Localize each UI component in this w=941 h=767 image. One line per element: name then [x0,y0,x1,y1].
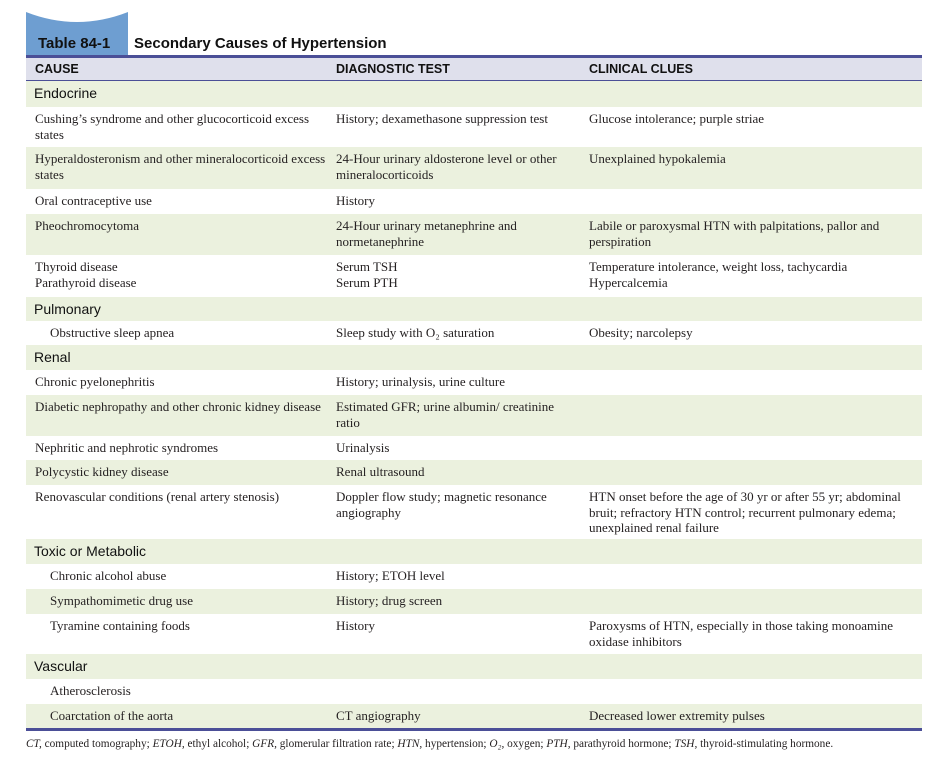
clinical-clues-cell [589,618,919,649]
diagnostic-test-cell [336,399,576,430]
cause-cell-text: Sympathomimetic drug use [50,593,193,608]
section-label: Endocrine [34,85,98,101]
footnote-definition: glomerular filtration rate; [276,738,398,750]
diagnostic-test-cell [336,259,576,290]
bottom-rule [26,728,922,731]
cause-cell-text: Cushing’s syndrome and other glucocorticoid excess states [35,111,310,142]
diagnostic-test-cell-text: 24-Hour urinary metanephrine and normetanephrine [336,218,517,249]
diagnostic-test-cell [336,151,576,182]
section-label: Pulmonary [34,301,101,317]
clinical-clues-cell-text: Obesity; narcolepsy [589,325,693,340]
table-row [26,214,922,255]
diagnostic-test-cell-text: History; dexamethasone suppression test [336,111,548,126]
cause-cell-text: Diabetic nephropathy and other chronic kidney disease [35,399,321,414]
table-row [26,679,922,704]
cause-cell [50,325,342,341]
diagnostic-test-cell [336,708,576,724]
table-row [26,370,922,395]
footnote-abbr: ETOH, [152,738,185,750]
footnote-abbr: O₂, [489,738,505,750]
diagnostic-test-cell-text: History [336,193,375,208]
footnote-abbr: CT, [26,738,42,750]
cause-cell-text: Hyperaldosteronism and other mineralocorticoid excess states [35,151,326,182]
header-diagnostic-test: DIAGNOSTIC TEST [336,62,450,76]
cause-cell [35,489,327,505]
footnote-abbr: PTH, [546,738,571,750]
section-row [26,81,922,107]
cause-cell [35,259,327,290]
section-row [26,539,922,564]
diagnostic-test-cell [336,618,576,634]
cause-cell-text: Polycystic kidney disease [35,464,169,479]
diagnostic-test-cell [336,489,576,520]
clinical-clues-cell-text: Glucose intolerance; purple striae [589,111,765,126]
clinical-clues-cell-text-2: Hypercalcemia [589,274,668,290]
diagnostic-test-cell [336,111,576,127]
cause-cell-text: Pheochromocytoma [35,218,139,233]
cause-cell [35,374,327,390]
diagnostic-test-cell-text: Doppler flow study; magnetic resonance angiography [336,489,547,520]
section-row [26,654,922,679]
diagnostic-test-cell [336,440,576,456]
footnote-definition: parathyroid hormone; [570,738,675,750]
cause-cell-text-2: Parathyroid disease [35,274,137,290]
cause-cell-text: Oral contraceptive use [35,193,152,208]
clinical-clues-cell [589,151,919,167]
cause-cell [35,464,327,480]
table-row [26,107,922,147]
cause-cell-text: Chronic alcohol abuse [50,568,167,583]
header-cause: CAUSE [35,62,79,76]
table-row [26,564,922,589]
diagnostic-test-cell [336,374,576,390]
clinical-clues-cell [589,489,919,536]
table-row [26,147,922,189]
section-row [26,345,922,370]
cause-cell [35,440,327,456]
diagnostic-test-cell [336,218,576,249]
header-clinical-clues: CLINICAL CLUES [589,62,693,76]
diagnostic-test-cell [336,464,576,480]
cause-cell [50,568,342,584]
table-header-row [26,58,922,81]
clinical-clues-cell [589,708,919,724]
footnote-definition: oxygen; [504,738,547,750]
diagnostic-test-cell [336,193,576,209]
cause-cell-text: Tyramine containing foods [50,618,190,633]
table-row [26,321,922,345]
cause-cell-text: Thyroid disease [35,259,118,274]
clinical-clues-cell [589,111,919,127]
footnote-abbr: HTN, [397,738,423,750]
clinical-clues-cell-text: Labile or paroxysmal HTN with palpitations, pallor and perspiration [589,218,880,249]
diagnostic-test-cell [336,568,576,584]
footnote [26,738,926,750]
table-row [26,436,922,460]
table-number: Table 84-1 [38,35,111,52]
diagnostic-test-cell-text: Urinalysis [336,440,390,455]
diagnostic-test-cell-text: History [336,618,375,633]
table-row [26,485,922,539]
diagnostic-test-cell-text: Serum TSH [336,259,398,274]
clinical-clues-cell [589,259,919,290]
footnote-abbr: GFR, [252,738,277,750]
table-row [26,614,922,654]
cause-cell-text: Coarctation of the aorta [50,708,174,723]
diagnostic-test-cell-text: Sleep study with O₂ saturation [336,325,495,340]
footnote-definition: computed tomography; [41,738,153,750]
clinical-clues-cell-text: Paroxysms of HTN, especially in those taking monoamine oxidase inhibitors [589,618,894,649]
table-row [26,460,922,485]
table-title: Secondary Causes of Hypertension [134,35,387,52]
cause-cell [50,593,342,609]
diagnostic-test-cell-text: 24-Hour urinary aldosterone level or other mineralocorticoids [336,151,557,182]
section-label: Toxic or Metabolic [34,543,147,559]
diagnostic-test-cell [336,593,576,609]
cause-cell-text: Obstructive sleep apnea [50,325,175,340]
clinical-clues-cell [589,325,919,341]
footnote-abbr: TSH, [674,738,698,750]
diagnostic-test-cell [336,325,576,341]
cause-cell-text: Atherosclerosis [50,683,131,698]
section-label: Vascular [34,658,88,674]
diagnostic-test-cell-text: History; urinalysis, urine culture [336,374,505,389]
footnote-definition: ethyl alcohol; [184,738,253,750]
table-row [26,395,922,436]
diagnostic-test-cell-text: CT angiography [336,708,421,723]
diagnostic-test-cell-text: Renal ultrasound [336,464,425,479]
cause-cell-text: Renovascular conditions (renal artery stenosis) [35,489,280,504]
cause-cell [35,193,327,209]
cause-cell-text: Nephritic and nephrotic syndromes [35,440,219,455]
diagnostic-test-cell-text: History; ETOH level [336,568,445,583]
table-row [26,589,922,614]
table-title-row [33,33,923,55]
table-row [26,255,922,297]
cause-cell [50,618,342,634]
table-row [26,189,922,214]
footnote-definition: hypertension; [422,738,490,750]
diagnostic-test-cell-text: Estimated GFR; urine albumin/ creatinine ratio [336,399,555,430]
diagnostic-test-cell-text: History; drug screen [336,593,443,608]
cause-cell [35,399,327,415]
cause-cell [50,708,342,724]
cause-cell [35,111,327,142]
clinical-clues-cell-text: HTN onset before the age of 30 yr or after 55 yr; abdominal bruit; refractory HTN control; recurrent pulmonary edema; unexplained renal failure [589,489,901,535]
cause-cell [35,218,327,234]
footnote-definition: thyroid-stimulating hormone. [697,738,834,750]
clinical-clues-cell-text: Decreased lower extremity pulses [589,708,765,723]
clinical-clues-cell-text: Unexplained hypokalemia [589,151,726,166]
cause-cell-text: Chronic pyelonephritis [35,374,155,389]
section-label: Renal [34,349,71,365]
section-row [26,297,922,321]
clinical-clues-cell [589,218,919,249]
cause-cell [35,151,327,182]
cause-cell [50,683,342,699]
table-row [26,704,922,728]
clinical-clues-cell-text: Temperature intolerance, weight loss, tachycardia [589,259,848,274]
diagnostic-test-cell-text-2: Serum PTH [336,274,398,290]
